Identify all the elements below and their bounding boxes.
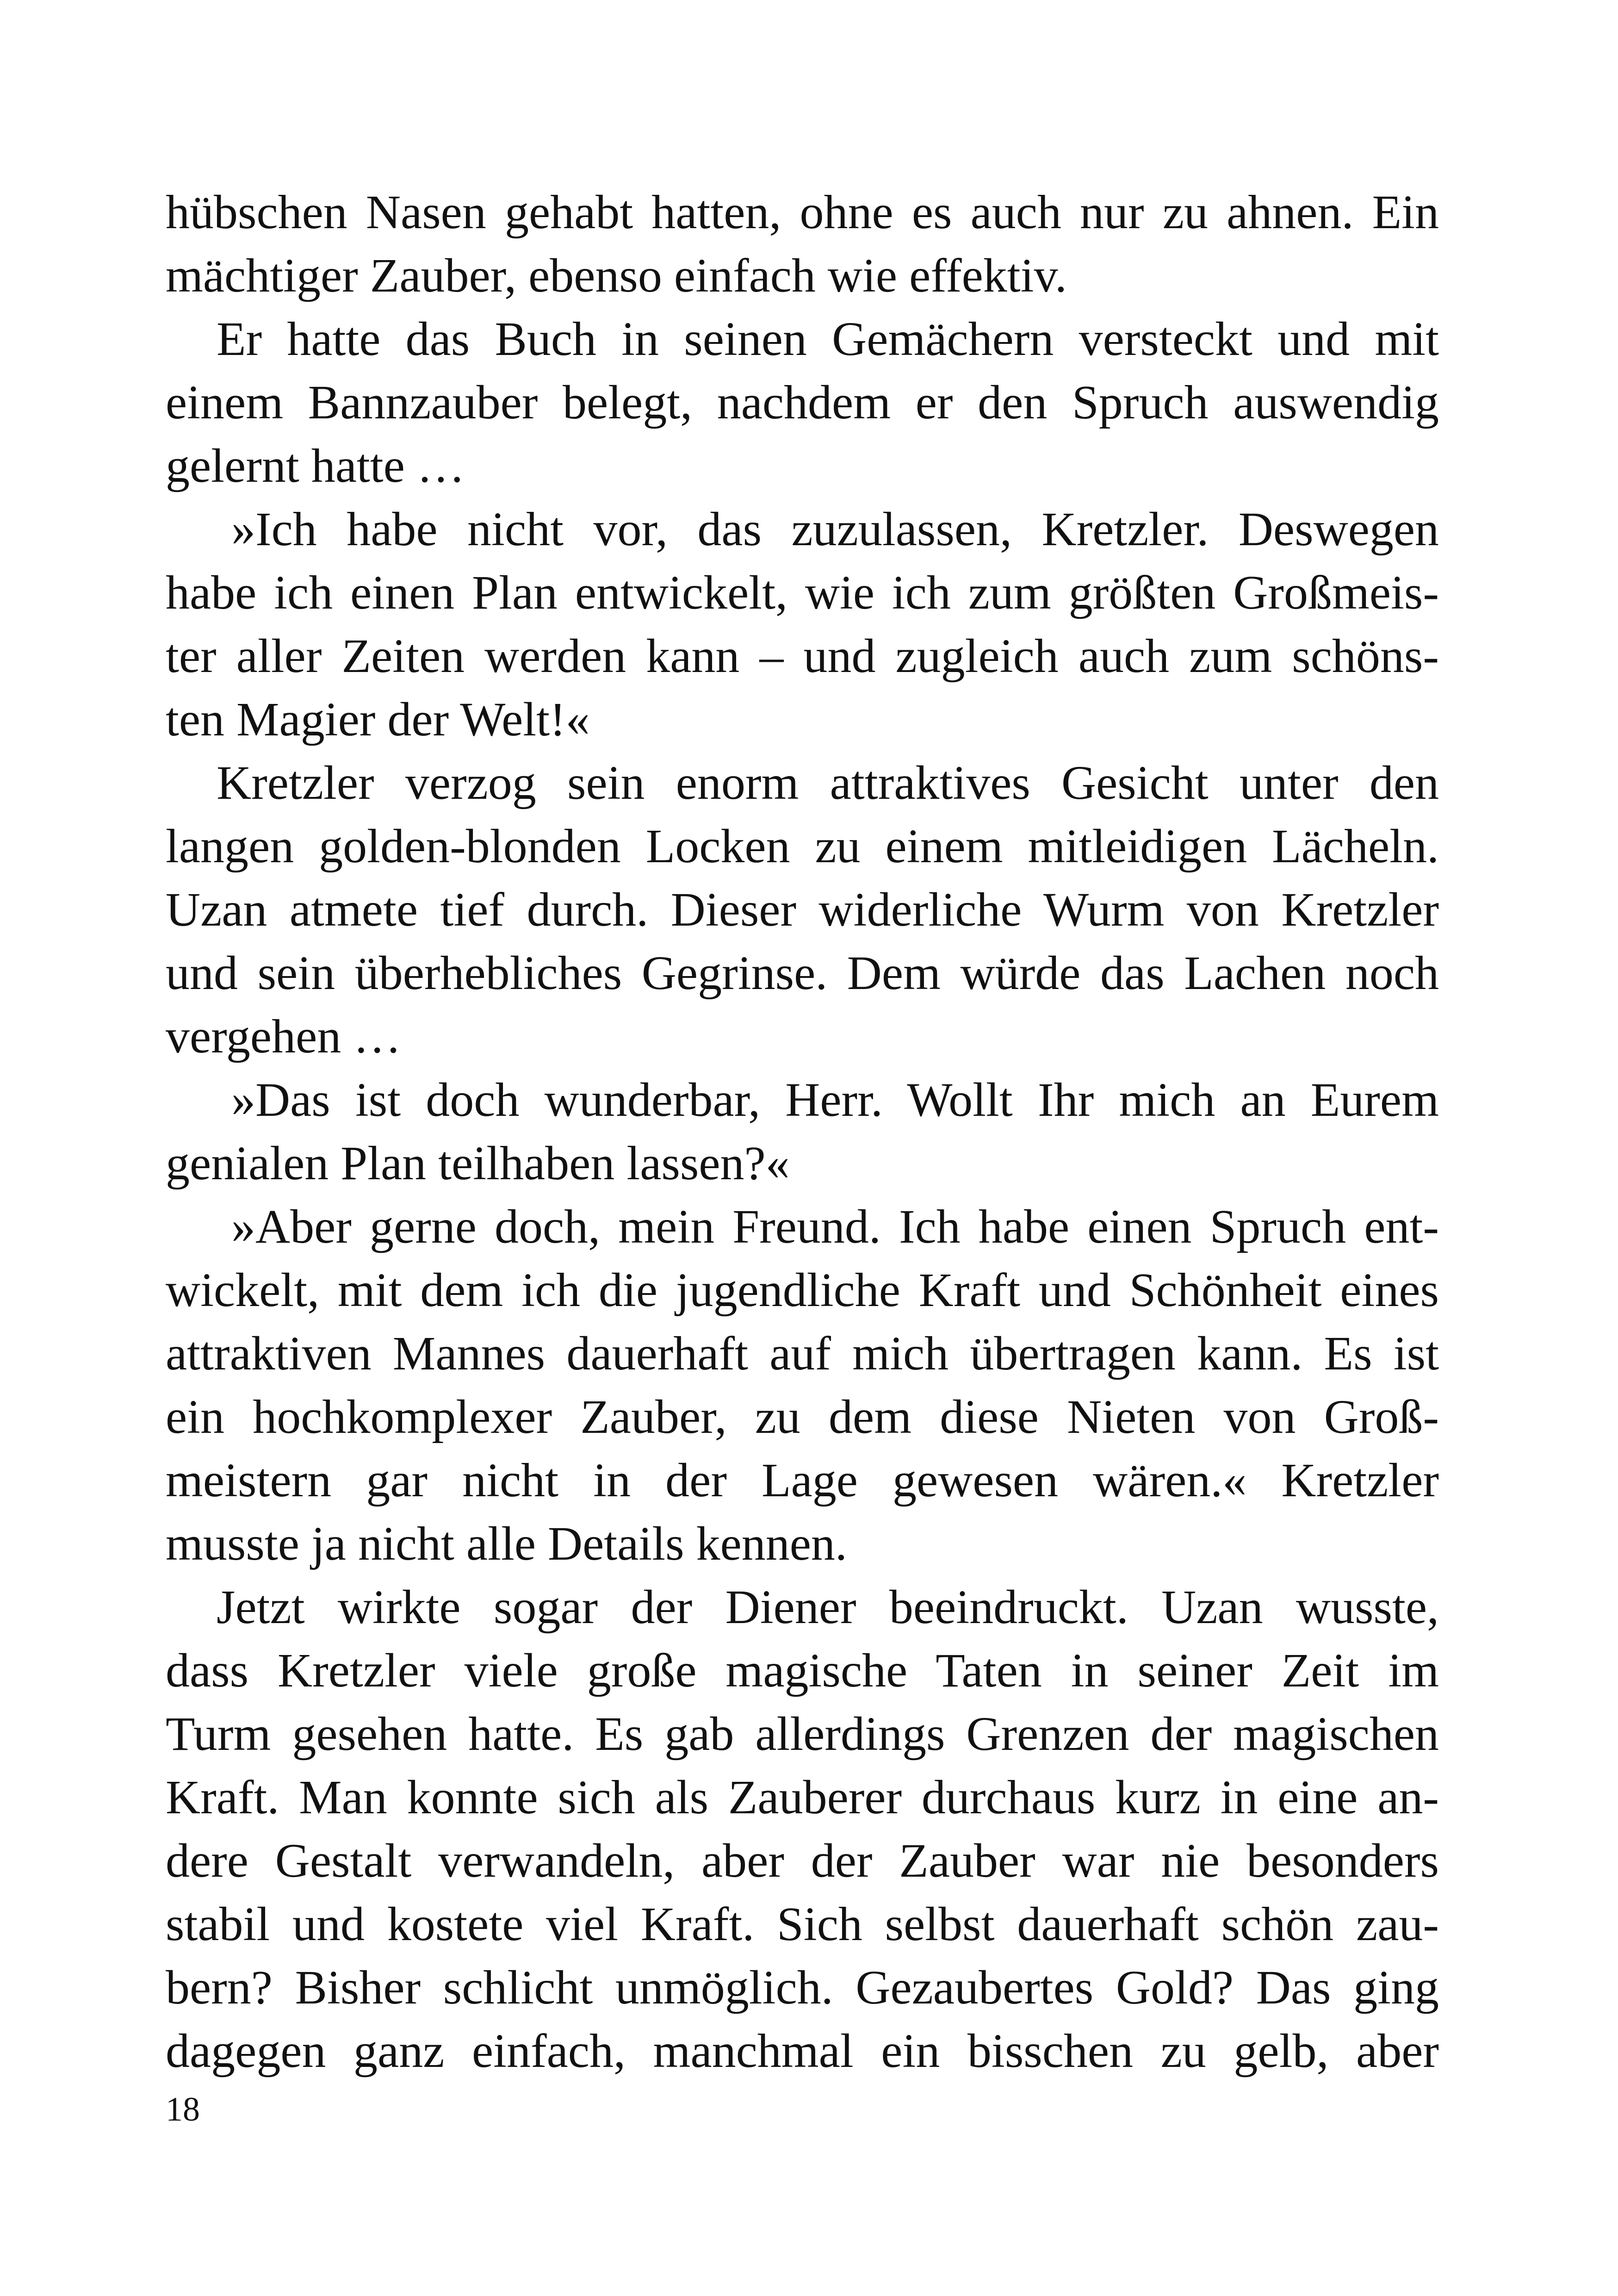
text-line: Uzan atmete tief durch. Dieser widerliche Wurm von Kretzler [166, 883, 1439, 936]
text-line: dere Gestalt verwandeln, aber der Zauber war nie besonders [166, 1834, 1439, 1887]
text-line: dagegen ganz einfach, manchmal ein bisschen zu gelb, aber [166, 2024, 1439, 2078]
text-line: ein hochkomplexer Zauber, zu dem diese Nieten von Groß- [166, 1390, 1439, 1444]
text-line: mächtiger Zauber, ebenso einfach wie effektiv. [166, 249, 1067, 302]
text-line: »Ich habe nicht vor, das zuzulassen, Kretzler. Deswegen [231, 503, 1439, 556]
text-line: vergehen … [166, 1010, 402, 1063]
text-line: »Das ist doch wunderbar, Herr. Wollt Ihr mich an Eurem [231, 1073, 1439, 1126]
text-line: genialen Plan teilhaben lassen?« [166, 1137, 790, 1190]
text-line: dass Kretzler viele große magische Taten in seiner Zeit im [166, 1644, 1439, 1697]
text-line: ter aller Zeiten werden kann – und zugleich auch zum schöns- [166, 629, 1439, 683]
page-number: 18 [166, 2091, 200, 2128]
text-line: Jetzt wirkte sogar der Diener beeindruckt. Uzan wusste, [217, 1580, 1439, 1634]
text-line: musste ja nicht alle Details kennen. [166, 1517, 847, 1570]
text-line: Er hatte das Buch in seinen Gemächern versteckt und mit [217, 312, 1439, 366]
text-line: Kraft. Man konnte sich als Zauberer durchaus kurz in eine an- [166, 1771, 1439, 1824]
text-line: einem Bannzauber belegt, nachdem er den Spruch auswendig [166, 376, 1439, 429]
text-line: Kretzler verzog sein enorm attraktives Gesicht unter den [217, 756, 1439, 809]
text-line: bern? Bisher schlicht unmöglich. Gezaubertes Gold? Das ging [166, 1961, 1439, 2014]
body-text [166, 180, 1439, 2083]
text-line: langen golden-blonden Locken zu einem mitleidigen Lächeln. [166, 820, 1439, 873]
text-line: habe ich einen Plan entwickelt, wie ich zum größten Großmeis- [166, 566, 1439, 619]
text-line: ten Magier der Welt!« [166, 693, 590, 746]
text-line: Turm gesehen hatte. Es gab allerdings Grenzen der magischen [166, 1707, 1439, 1761]
text-line: und sein überhebliches Gegrinse. Dem würde das Lachen noch [166, 946, 1439, 1000]
text-line: wickelt, mit dem ich die jugendliche Kraft und Schönheit eines [166, 1263, 1439, 1317]
text-line: stabil und kostete viel Kraft. Sich selbst dauerhaft schön zau- [166, 1898, 1439, 1951]
text-line: »Aber gerne doch, mein Freund. Ich habe einen Spruch ent- [231, 1200, 1439, 1253]
text-line: meistern gar nicht in der Lage gewesen wären.« Kretzler [166, 1454, 1439, 1507]
text-line: attraktiven Mannes dauerhaft auf mich übertragen kann. Es ist [166, 1327, 1439, 1380]
text-line: gelernt hatte … [166, 439, 465, 492]
text-line: hübschen Nasen gehabt hatten, ohne es auch nur zu ahnen. Ein [166, 186, 1439, 239]
